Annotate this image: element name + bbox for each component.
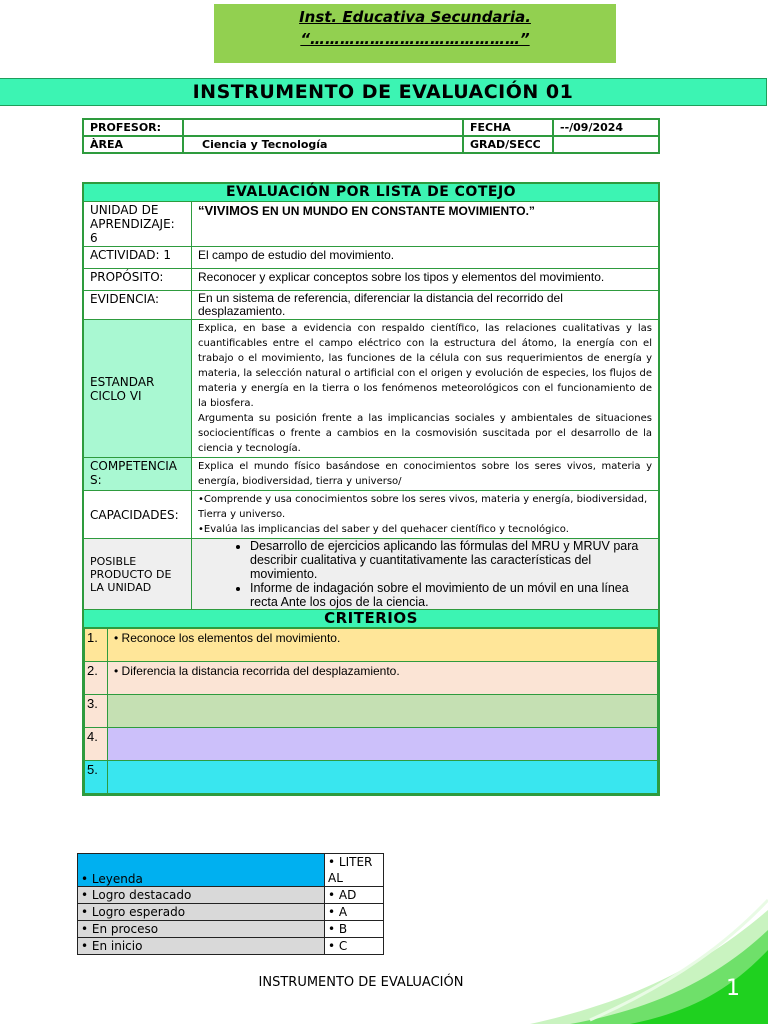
criteria-text: • Reconoce los elementos del movimiento. bbox=[108, 629, 658, 662]
evidence-label: EVIDENCIA: bbox=[83, 291, 192, 320]
criteria-row bbox=[85, 761, 658, 794]
competence-value: Explica el mundo físico basándose en conocimientos sobre los seres vivos, materia y energía, biodiversidad, tierra y universo/ bbox=[192, 458, 660, 491]
criteria-heading: CRITERIOS bbox=[83, 610, 659, 628]
evaluation-heading: EVALUACIÓN POR LISTA DE COTEJO bbox=[83, 183, 659, 202]
product-item-1: • Desarrollo de ejercicios aplicando las fórmulas del MRU y MRUV para describir cualitativa y cuantitativamente las características del movimiento. bbox=[250, 539, 652, 581]
evaluation-table bbox=[82, 182, 660, 796]
purpose-label: PROPÓSITO: bbox=[83, 269, 192, 291]
legend-item: • Logro destacado bbox=[78, 887, 325, 904]
capacities-value bbox=[192, 491, 660, 539]
activity-label: ACTIVIDAD: 1 bbox=[83, 247, 192, 269]
document-title: INSTRUMENTO DE EVALUACIÓN 01 bbox=[0, 78, 767, 106]
competence-label: COMPETENCIAS: bbox=[83, 458, 192, 491]
product-label: POSIBLE PRODUCTO DE LA UNIDAD bbox=[83, 539, 192, 610]
standard-paragraph-2: Argumenta su posición frente a las implicancias sociales y ambientales de situaciones sociocientíficas o frente a cambios en la cosmovisión suscitada por el desarrollo de la ciencia y tecnología. bbox=[198, 413, 652, 454]
profesor-label: PROFESOR: bbox=[83, 119, 183, 136]
purpose-value: Reconocer y explicar conceptos sobre los tipos y elementos del movimiento. bbox=[192, 269, 660, 291]
criteria-number: 5. bbox=[85, 761, 108, 794]
school-header bbox=[214, 4, 616, 63]
page-number: 1 bbox=[726, 976, 740, 1001]
criteria-number: 1. bbox=[85, 629, 108, 662]
decorative-corner-swoosh bbox=[530, 880, 768, 1024]
criteria-table bbox=[84, 628, 658, 794]
profesor-field[interactable] bbox=[183, 119, 463, 136]
grad-field[interactable] bbox=[553, 136, 659, 153]
product-item-2: • Informe de indagación sobre el movimiento de un móvil en una línea recta Ante los ojos de la ciencia. bbox=[250, 581, 652, 609]
school-placeholder: “……………………………………” bbox=[300, 30, 530, 48]
area-field[interactable]: Ciencia y Tecnología bbox=[183, 136, 463, 153]
criteria-text bbox=[108, 761, 658, 794]
school-name: Inst. Educativa Secundaria. bbox=[299, 8, 531, 26]
criteria-number: 4. bbox=[85, 728, 108, 761]
legend-table bbox=[77, 853, 384, 955]
criteria-text bbox=[108, 695, 658, 728]
capacity-item-1: •Comprende y usa conocimientos sobre los seres vivos, materia y energía, biodiversidad, Tierra y universo. bbox=[198, 494, 648, 520]
criteria-text: • Diferencia la distancia recorrida del desplazamiento. bbox=[108, 662, 658, 695]
legend-literal-heading: • LITERAL bbox=[325, 854, 384, 887]
legend-code: • C bbox=[325, 938, 384, 955]
area-label: ÀREA bbox=[83, 136, 183, 153]
unit-label: UNIDAD DE APRENDIZAJE: 6 bbox=[83, 202, 192, 247]
legend-code: • B bbox=[325, 921, 384, 938]
standard-paragraph-1: Explica, en base a evidencia con respaldo científico, las relaciones cualitativas y las cuantificables entre el campo eléctrico con la estructura del átomo, la energía con el trabajo o el movimiento, las funciones de la célula con sus requerimientos de energía y materia, la selección natural o artificial con el origen y evolución de especies, los flujos de materia y energía en la tierra o los fenómenos meteorológicos con el funcionamiento de la biosfera. bbox=[198, 323, 652, 409]
legend-item: • Logro esperado bbox=[78, 904, 325, 921]
unit-title bbox=[192, 202, 660, 247]
fecha-field[interactable]: --/09/2024 bbox=[553, 119, 659, 136]
capacities-label: CAPACIDADES: bbox=[83, 491, 192, 539]
activity-value: El campo de estudio del movimiento. bbox=[192, 247, 660, 269]
standard-value bbox=[192, 320, 660, 458]
legend-item: • En inicio bbox=[78, 938, 325, 955]
criteria-row bbox=[85, 728, 658, 761]
unit-title-first: “VIVIMOS bbox=[198, 203, 259, 218]
criteria-row bbox=[85, 662, 658, 695]
grad-label: GRAD/SECC bbox=[463, 136, 553, 153]
criteria-number: 2. bbox=[85, 662, 108, 695]
fecha-label: FECHA bbox=[463, 119, 553, 136]
legend-heading: • Leyenda bbox=[78, 854, 325, 887]
criteria-text bbox=[108, 728, 658, 761]
legend-item: • En proceso bbox=[78, 921, 325, 938]
footer-title: INSTRUMENTO DE EVALUACIÓN bbox=[258, 975, 464, 990]
product-value bbox=[192, 539, 660, 610]
criteria-row bbox=[85, 629, 658, 662]
unit-title-rest: EN UN MUNDO EN CONSTANTE MOVIMIENTO.” bbox=[258, 204, 535, 218]
info-table bbox=[82, 118, 660, 154]
evidence-value: En un sistema de referencia, diferenciar la distancia del recorrido del desplazamiento. bbox=[192, 291, 660, 320]
criteria-container bbox=[83, 628, 659, 796]
criteria-number: 3. bbox=[85, 695, 108, 728]
legend-code: • A bbox=[325, 904, 384, 921]
legend-code: • AD bbox=[325, 887, 384, 904]
criteria-row bbox=[85, 695, 658, 728]
capacity-item-2: •Evalúa las implicancias del saber y del quehacer científico y tecnológico. bbox=[198, 524, 569, 535]
standard-label: ESTANDAR CICLO VI bbox=[83, 320, 192, 458]
